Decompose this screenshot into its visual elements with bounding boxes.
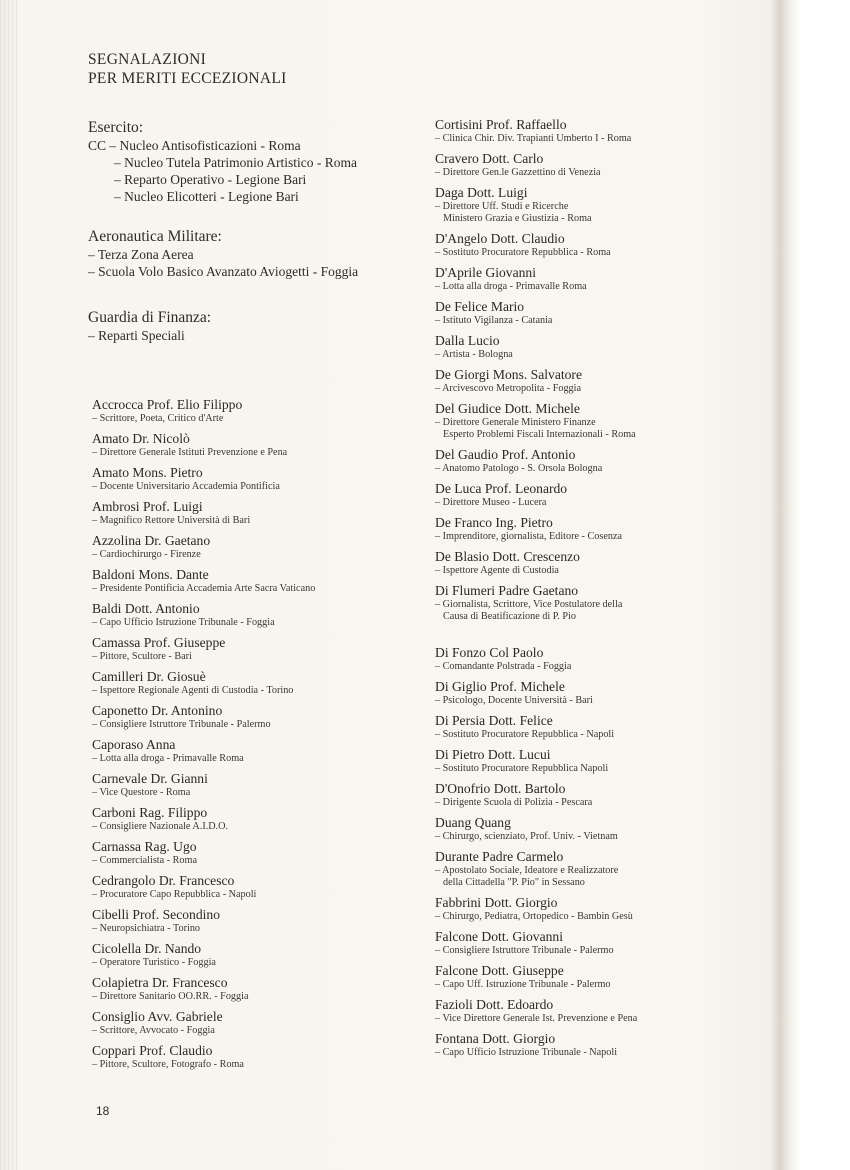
list-item [92,397,442,431]
person-role: – Ispettore Agente di Custodia [435,565,559,576]
person-name: Dalla Lucio [435,333,500,348]
person-name: Di Giglio Prof. Michele [435,679,565,694]
person-name: Duang Quang [435,815,511,830]
person-role: Esperto Problemi Fiscali Internazionali - Roma [443,429,636,440]
list-item [92,499,442,533]
list-item [435,447,785,481]
person-name: Camassa Prof. Giuseppe [92,635,226,650]
person-name: Ambrosi Prof. Luigi [92,499,203,514]
person-role: – Istituto Vigilanza - Catania [435,315,553,326]
list-item [92,533,442,567]
person-name: Carnevale Dr. Gianni [92,771,208,786]
group-line: – Nucleo Tutela Patrimonio Artistico - Roma [114,155,357,170]
list-item [92,941,442,975]
group-guardia-finanza [88,308,418,344]
group-esercito [88,118,418,205]
list-item [92,805,442,839]
person-role: Causa di Beatificazione di P. Pio [443,611,576,622]
list-item [92,873,442,907]
person-name: Colapietra Dr. Francesco [92,975,228,990]
person-role: – Commercialista - Roma [92,855,197,866]
person-role: – Cardiochirurgo - Firenze [92,549,201,560]
person-role: – Pittore, Scultore, Fotografo - Roma [92,1059,244,1070]
person-role: – Scrittore, Avvocato - Foggia [92,1025,215,1036]
list-item [92,1009,442,1043]
group-line: – Terza Zona Aerea [88,247,194,262]
person-name: Di Fonzo Col Paolo [435,645,544,660]
page-title [88,50,287,88]
title-line-1: SEGNALAZIONI [88,51,207,68]
list-item [92,601,442,635]
list-item [92,431,442,465]
person-name: Carboni Rag. Filippo [92,805,208,820]
list-item [92,703,442,737]
person-role: Ministero Grazia e Giustizia - Roma [443,213,592,224]
person-role: – Sostituto Procuratore Repubblica - Napoli [435,729,615,740]
group-line: – Reparti Speciali [88,328,185,343]
person-role: – Lotta alla droga - Primavalle Roma [435,281,587,292]
group-line: CC – Nucleo Antisofisticazioni - Roma [88,138,301,153]
person-role: – Direttore Gen.le Gazzettino di Venezia [435,167,601,178]
person-role: – Capo Ufficio Istruzione Tribunale - Foggia [92,617,275,628]
list-item [435,583,785,629]
list-item [92,737,442,771]
list-item [435,849,785,895]
person-name: Daga Dott. Luigi [435,185,528,200]
person-role: – Direttore Generale Istituti Prevenzione e Pena [92,447,288,458]
person-name: D'Onofrio Dott. Bartolo [435,781,566,796]
person-role: della Cittadella "P. Pio" in Sessano [443,877,585,888]
list-item [435,299,785,333]
list-item [435,781,785,815]
person-role: – Comandante Polstrada - Foggia [435,661,572,672]
list-item [92,635,442,669]
person-name: Carnassa Rag. Ugo [92,839,197,854]
person-role: – Direttore Museo - Lucera [435,497,547,508]
person-name: D'Angelo Dott. Claudio [435,231,565,246]
person-name: Consiglio Avv. Gabriele [92,1009,223,1024]
person-role: – Lotta alla droga - Primavalle Roma [92,753,244,764]
person-role: – Consigliere Istruttore Tribunale - Palermo [435,945,614,956]
person-name: Caponetto Dr. Antonino [92,703,223,718]
person-name: Baldoni Mons. Dante [92,567,209,582]
person-name: Fontana Dott. Giorgio [435,1031,556,1046]
person-name: Caporaso Anna [92,737,176,752]
person-name: Di Pietro Dott. Lucui [435,747,551,762]
list-item [435,1031,785,1065]
group-line: – Scuola Volo Basico Avanzato Aviogetti - Foggia [88,264,359,279]
person-role: – Chirurgo, scienziato, Prof. Univ. - Vietnam [435,831,618,842]
list-item [435,815,785,849]
person-name: Cedrangolo Dr. Francesco [92,873,235,888]
list-item [435,151,785,185]
person-role: – Dirigente Scuola di Polizia - Pescara [435,797,593,808]
person-name: Del Giudice Dott. Michele [435,401,580,416]
person-name: Del Gaudio Prof. Antonio [435,447,576,462]
person-name: D'Aprile Giovanni [435,265,536,280]
list-item [92,669,442,703]
person-role: – Ispettore Regionale Agenti di Custodia - Torino [92,685,294,696]
person-name: Camilleri Dr. Giosuè [92,669,206,684]
person-name: De Franco Ing. Pietro [435,515,553,530]
person-role: – Consigliere Nazionale A.I.D.O. [92,821,229,832]
group-line: – Reparto Operativo - Legione Bari [114,172,307,187]
person-name: Cibelli Prof. Secondino [92,907,220,922]
person-name: Cortisini Prof. Raffaello [435,117,567,132]
person-role: – Artista - Bologna [435,349,513,360]
person-name: De Blasio Dott. Crescenzo [435,549,580,564]
list-item [92,771,442,805]
person-role: – Apostolato Sociale, Ideatore e Realizzatore [435,865,619,876]
list-item [435,367,785,401]
list-item [435,185,785,231]
list-item [435,117,785,151]
left-column-list [92,397,442,1077]
person-role: – Procuratore Capo Repubblica - Napoli [92,889,257,900]
person-role: – Giornalista, Scrittore, Vice Postulatore della [435,599,623,610]
list-item [435,265,785,299]
title-line-2: PER MERITI ECCEZIONALI [88,70,287,87]
list-item [435,997,785,1031]
person-role: – Vice Questore - Roma [92,787,191,798]
person-name: Coppari Prof. Claudio [92,1043,213,1058]
list-item [435,515,785,549]
list-item [92,975,442,1009]
list-item [435,549,785,583]
person-role: – Capo Ufficio Istruzione Tribunale - Napoli [435,1047,618,1058]
person-name: Cicolella Dr. Nando [92,941,202,956]
person-name: Accrocca Prof. Elio Filippo [92,397,243,412]
person-role: – Psicologo, Docente Università - Bari [435,695,593,706]
person-name: De Felice Mario [435,299,525,314]
person-name: Di Persia Dott. Felice [435,713,553,728]
person-role: – Imprenditore, giornalista, Editore - Cosenza [435,531,622,542]
person-name: Amato Mons. Pietro [92,465,203,480]
person-role: – Chirurgo, Pediatra, Ortopedico - Bambin Gesù [435,911,633,922]
person-role: – Presidente Pontificia Accademia Arte Sacra Vaticano [92,583,316,594]
person-role: – Operatore Turistico - Foggia [92,957,216,968]
person-name: Amato Dr. Nicolò [92,431,190,446]
person-name: Baldi Dott. Antonio [92,601,200,616]
list-item [92,1043,442,1077]
person-role: – Capo Uff. Istruzione Tribunale - Palermo [435,979,611,990]
list-item [435,895,785,929]
person-name: De Luca Prof. Leonardo [435,481,568,496]
page-number: 18 [96,1104,110,1118]
person-role: – Docente Universitario Accademia Pontificia [92,481,280,492]
person-role: – Direttore Generale Ministero Finanze [435,417,596,428]
person-role: – Clinica Chir. Div. Trapianti Umberto I - Roma [435,133,632,144]
person-role: – Neuropsichiatra - Torino [92,923,201,934]
person-name: De Giorgi Mons. Salvatore [435,367,582,382]
person-name: Azzolina Dr. Gaetano [92,533,211,548]
person-name: Di Flumeri Padre Gaetano [435,583,579,598]
list-item [435,333,785,367]
group-title: Aeronautica Militare: [88,228,222,245]
person-role: – Direttore Uff. Studi e Ricerche [435,201,569,212]
person-role: – Anatomo Patologo - S. Orsola Bologna [435,463,603,474]
person-role: – Consigliere Istruttore Tribunale - Palermo [92,719,271,730]
person-name: Fazioli Dott. Edoardo [435,997,554,1012]
list-item [435,401,785,447]
list-item [92,839,442,873]
list-item [435,713,785,747]
page-edge-shadow [0,0,20,1170]
person-role: – Sostituto Procuratore Repubblica - Roma [435,247,611,258]
person-name: Falcone Dott. Giuseppe [435,963,564,978]
list-item [92,465,442,499]
person-role: – Direttore Sanitario OO.RR. - Foggia [92,991,249,1002]
person-name: Falcone Dott. Giovanni [435,929,563,944]
list-item [435,679,785,713]
list-item [435,963,785,997]
person-role: – Vice Direttore Generale Ist. Prevenzione e Pena [435,1013,638,1024]
list-item [435,929,785,963]
person-role: – Magnifico Rettore Università di Bari [92,515,251,526]
group-aeronautica [88,227,418,280]
list-item [435,747,785,781]
group-line: – Nucleo Elicotteri - Legione Bari [114,189,299,204]
right-column-list [435,117,785,1065]
person-name: Fabbrini Dott. Giorgio [435,895,558,910]
list-item [435,481,785,515]
group-title: Guardia di Finanza: [88,309,212,326]
person-role: – Pittore, Scultore - Bari [92,651,192,662]
group-title: Esercito: [88,119,144,136]
person-role: – Sostituto Procuratore Repubblica Napoli [435,763,609,774]
list-item [435,231,785,265]
person-name: Cravero Dott. Carlo [435,151,544,166]
list-item [92,907,442,941]
person-name: Durante Padre Carmelo [435,849,564,864]
military-groups [88,118,418,344]
person-role: – Arcivescovo Metropolita - Foggia [435,383,581,394]
list-item [92,567,442,601]
list-item [435,645,785,679]
person-role: – Scrittore, Poeta, Critico d'Arte [92,413,224,424]
